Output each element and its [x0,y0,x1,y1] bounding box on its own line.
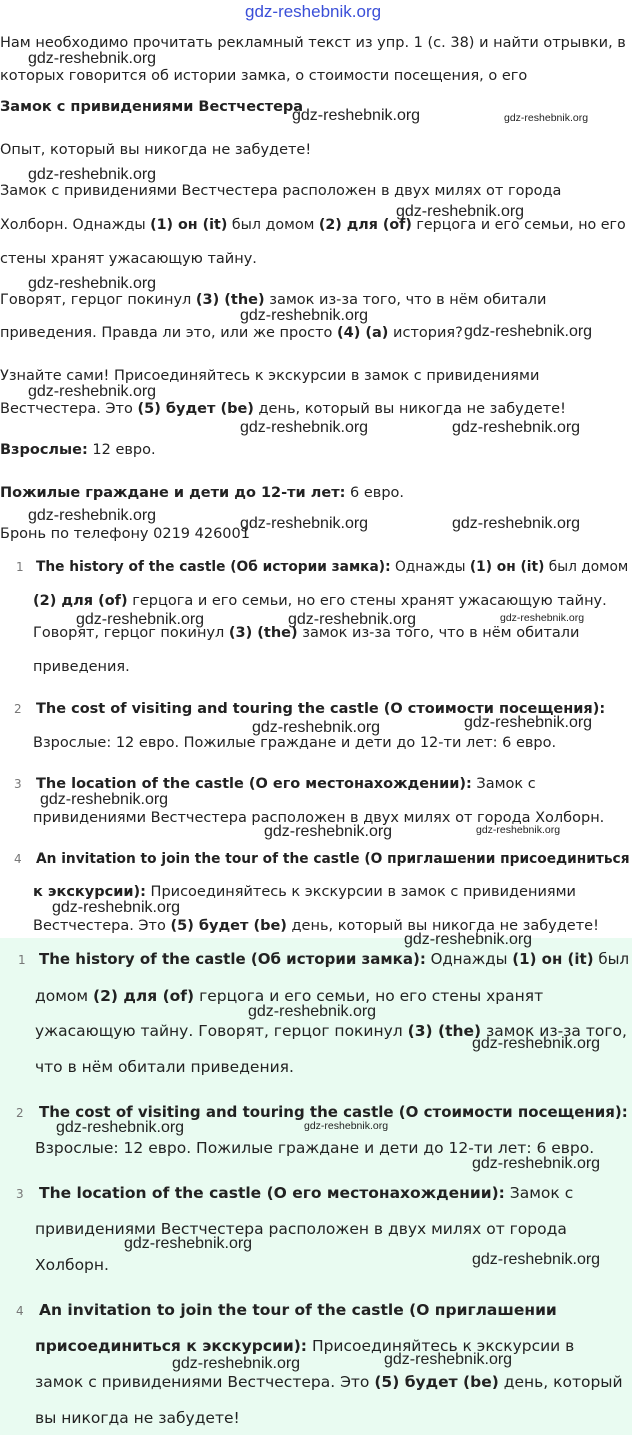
list2-item4-line-3: замок с привидениями Вестчестера. Это (5) будет (be) день, который [35,1373,623,1391]
watermark: gdz-reshebnik.org [56,1119,185,1136]
list1-item2-line-2: Взрослые: 12 евро. Пожилые граждане и дети до 12-ти лет: 6 евро. [33,735,557,751]
list1-num-1: 1 [16,560,24,574]
list1-item4-line-3: Вестчестера. Это (5) будет (be) день, который вы никогда не забудете! [33,918,599,934]
list2-item1-line-2: домом (2) для (of) герцога и его семьи, но его стены хранят [35,987,544,1005]
ad-p1-line-3: стены хранят ужасающую тайну. [0,251,257,267]
watermark: gdz-reshebnik.org [472,1155,601,1172]
list1-item2-line-1: The cost of visiting and touring the castle (О стоимости посещения): [36,701,606,717]
watermark: gdz-reshebnik.org [472,1251,601,1268]
watermark: gdz-reshebnik.org [292,107,421,124]
list2-item4-line-2: присоединиться к экскурсии): Присоединяйтесь к экскурсии в [35,1337,575,1355]
list1-item1-line-4: приведения. [33,659,130,675]
ad-p1-line-2: Холборн. Однажды (1) он (it) был домом (2) для (of) герцога и его семьи, но его [0,217,626,233]
list2-item3-line-1: The location of the castle (О его местонахождении): Замок с [39,1184,574,1202]
watermark: gdz-reshebnik.org [464,714,593,731]
list1-num-2: 2 [14,702,22,716]
watermark: gdz-reshebnik.org [240,307,369,324]
watermark: gdz-reshebnik.org [404,931,533,948]
list2-item4-line-1: An invitation to join the tour of the castle (О приглашении [39,1301,557,1319]
watermark: gdz-reshebnik.org [264,823,393,840]
list2-item2-line-1: The cost of visiting and touring the castle (О стоимости посещения): [39,1103,628,1121]
ad-p3-line-2: Вестчестера. Это (5) будет (be) день, который вы никогда не забудете! [0,401,566,417]
list1-item3-line-2: привидениями Вестчестера расположен в двух милях от города Холборн. [33,810,605,826]
watermark: gdz-reshebnik.org [396,203,525,220]
ad-p1-line-1: Замок с привидениями Вестчестера расположен в двух милях от города [0,183,562,199]
watermark: gdz-reshebnik.org [464,323,593,340]
list1-num-4: 4 [14,852,22,866]
watermark: gdz-reshebnik.org [28,275,157,292]
list2-item3-line-3: Холборн. [35,1256,109,1274]
watermark: gdz-reshebnik.org [452,515,581,532]
watermark: gdz-reshebnik.org [52,899,181,916]
watermark: gdz-reshebnik.org [252,719,381,736]
watermark: gdz-reshebnik.org [240,419,369,436]
list2-item1-line-3: ужасающую тайну. Говорят, герцог покинул (3) (the) замок из-за того, [35,1022,627,1040]
ad-title: Замок с привидениями Вестчестера [0,99,304,115]
ad-slogan: Опыт, который вы никогда не забудете! [0,142,312,158]
list2-item1-line-1: The history of the castle (Об истории замка): Однажды (1) он (it) был [39,950,630,968]
list1-num-3: 3 [14,777,22,791]
watermark: gdz-reshebnik.org [240,515,369,532]
watermark: gdz-reshebnik.org [28,507,157,524]
intro-line-2: которых говорится об истории замка, о стоимости посещения, о его [0,68,528,84]
list2-item1-line-4: что в нём обитали приведения. [35,1058,294,1076]
list2-num-1: 1 [18,953,26,967]
list2-num-3: 3 [16,1187,24,1201]
watermark: gdz-reshebnik.org [40,791,169,808]
list2-item3-line-2: привидениями Вестчестера расположен в двух милях от города [35,1220,567,1238]
list1-item1-line-2: (2) для (of) герцога и его семьи, но его стены хранят ужасающую тайну. [33,593,607,609]
list1-item4-line-2: к экскурсии): Присоединяйтесь к экскурсии в замок с привидениями [33,884,576,900]
list1-item4-line-1: An invitation to join the tour of the castle (О приглашении присоединиться [36,851,630,867]
ad-p2-line-2: приведения. Правда ли это, или же просто (4) (a) история? [0,325,463,341]
watermark: gdz-reshebnik.org [28,50,157,67]
list2-item4-line-4: вы никогда не забудете! [35,1409,240,1427]
ad-seniors: Пожилые граждане и дети до 12-ти лет: 6 евро. [0,485,405,501]
watermark: gdz-reshebnik.org [76,611,205,628]
watermark: gdz-reshebnik.org [124,1235,253,1252]
ad-p2-line-1: Говорят, герцог покинул (3) (the) замок из-за того, что в нём обитали [0,292,547,308]
ad-booking: Бронь по телефону 0219 426001 [0,526,250,542]
watermark: gdz-reshebnik.org [304,1120,389,1132]
watermark: gdz-reshebnik.org [472,1035,601,1052]
watermark: gdz-reshebnik.org [248,1003,377,1020]
ad-adults: Взрослые: 12 евро. [0,442,156,458]
list1-item1-line-3: Говорят, герцог покинул (3) (the) замок из-за того, что в нём обитали [33,625,580,641]
watermark: gdz-reshebnik.org [28,383,157,400]
list1-item3-line-1: The location of the castle (О его местонахождении): Замок с [36,776,536,792]
watermark: gdz-reshebnik.org [476,824,561,836]
watermark: gdz-reshebnik.org [452,419,581,436]
watermark: gdz-reshebnik.org [504,112,589,124]
watermark-top: gdz-reshebnik.org [245,2,382,21]
watermark: gdz-reshebnik.org [28,166,157,183]
ad-p3-line-1: Узнайте сами! Присоединяйтесь к экскурсии в замок с привидениями [0,368,540,384]
watermark: gdz-reshebnik.org [172,1355,301,1372]
watermark: gdz-reshebnik.org [384,1351,513,1368]
intro-line-1: Нам необходимо прочитать рекламный текст из упр. 1 (с. 38) и найти отрывки, в [0,35,626,51]
list1-item1-line-1: The history of the castle (Об истории замка): Однажды (1) он (it) был домом [36,559,629,575]
watermark: gdz-reshebnik.org [500,612,585,624]
list2-num-4: 4 [16,1304,24,1318]
watermark: gdz-reshebnik.org [288,611,417,628]
list2-item2-line-2: Взрослые: 12 евро. Пожилые граждане и дети до 12-ти лет: 6 евро. [35,1139,595,1157]
list2-num-2: 2 [16,1106,24,1120]
